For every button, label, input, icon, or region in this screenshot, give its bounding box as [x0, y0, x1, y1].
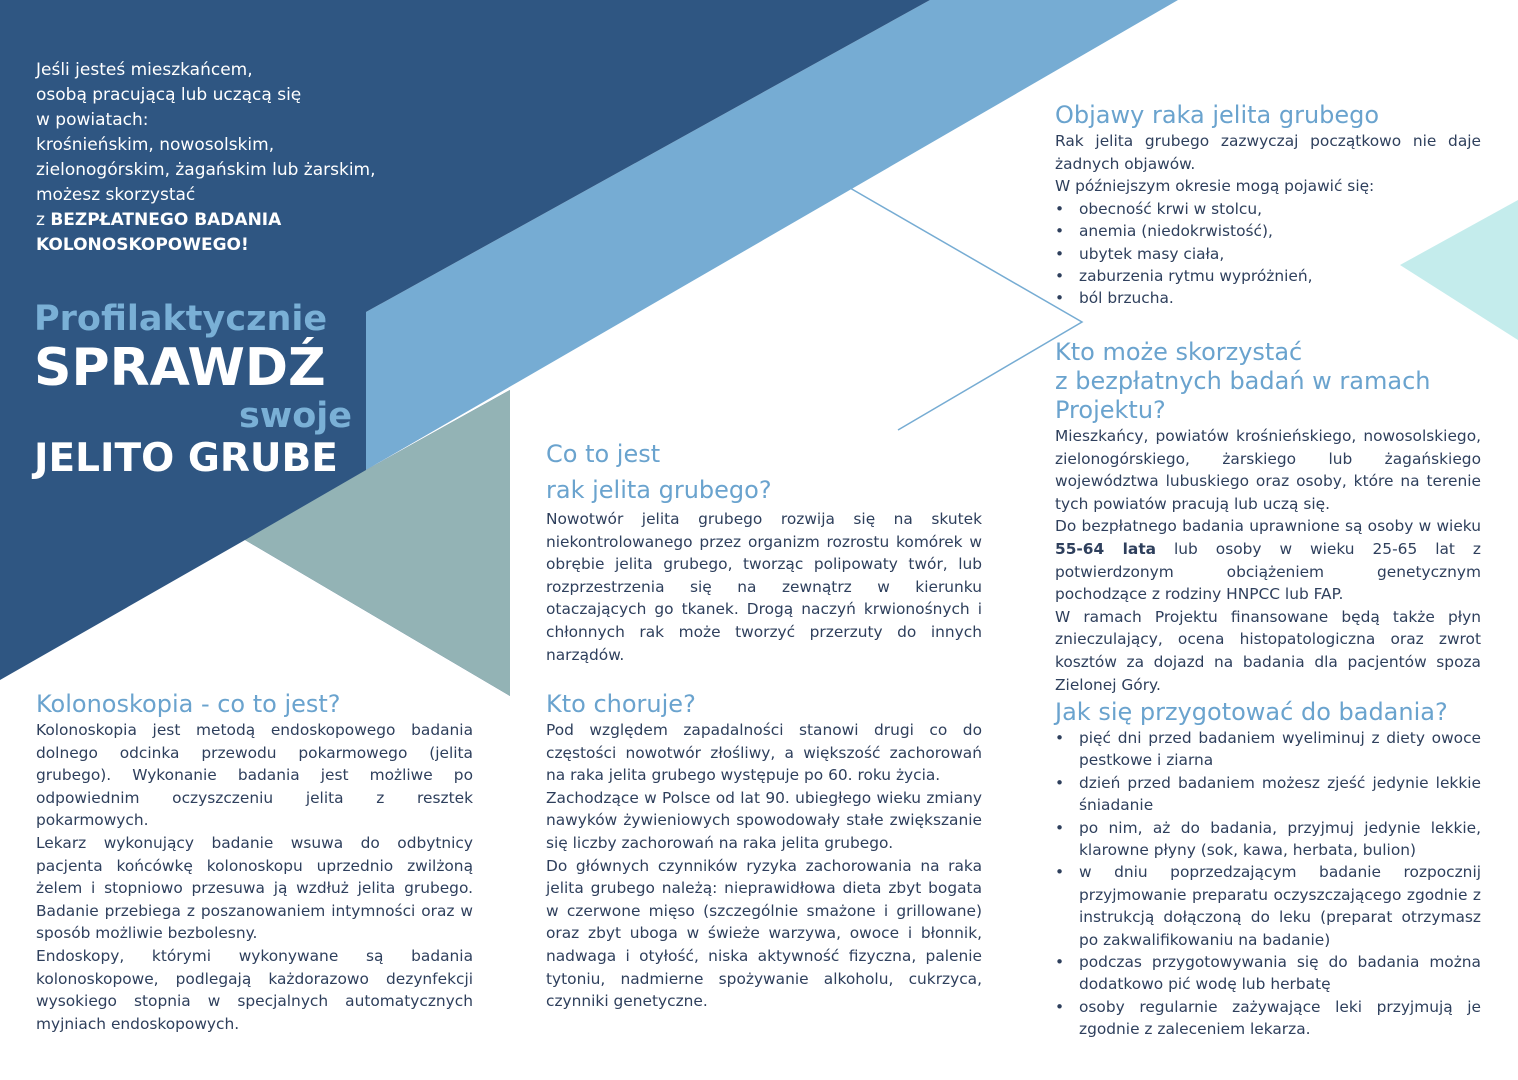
preparation-item: • po nim, aż do badania, przyjmuj jedynie lekkie, klarowne płyny (sok, kawa, herbata, bulion): [1055, 817, 1481, 862]
eligibility-paragraph: [1055, 515, 1481, 605]
preparation-list: [1055, 727, 1481, 1041]
symptoms-title: Objawy raka jelita grubego: [1055, 101, 1380, 129]
eligibility-title: [1055, 338, 1481, 425]
hero-line-swoje: swoje: [239, 396, 352, 436]
eligibility-section: [1055, 338, 1481, 696]
colonoscopy-paragraph: Kolonoskopia jest metodą endoskopowego badania dolnego odcinka przewodu pokarmowego (jelita grubego). Wykonanie badania jest możliwe po odpowiednim oczyszczeniu jelita z resztek pokarmowych.: [36, 721, 473, 830]
preparation-title: Jak się przygotować do badania?: [1055, 698, 1448, 726]
colonoscopy-title: Kolonoskopia - co to jest?: [36, 690, 341, 718]
intro-bold-text: BEZPŁATNEGO BADANIA: [50, 210, 282, 230]
what-is-title: [546, 436, 982, 508]
preparation-item: • w dniu poprzedzającym badanie rozpocznij przyjmowanie preparatu oczyszczającego zgodnie z instrukcją dołączoną do leku (preparat otrzymasz po zakwalifikowaniu na badanie): [1055, 861, 1481, 951]
what-is-title-line: rak jelita grubego?: [546, 476, 772, 504]
hero-line-jelito: JELITO GRUBE: [34, 436, 338, 481]
intro-bold-line: [36, 208, 436, 233]
intro-line: krośnieńskim, nowosolskim,: [36, 135, 275, 155]
who-sick-title: Kto choruje?: [546, 690, 696, 718]
symptom-item: • obecność krwi w stolcu,: [1055, 198, 1481, 220]
eligibility-title-line: z bezpłatnych badań w ramach: [1055, 367, 1431, 395]
intro-line: Jeśli jesteś mieszkańcem,: [36, 60, 253, 80]
symptom-item: • anemia (niedokrwistość),: [1055, 220, 1481, 242]
who-sick-paragraph: Do głównych czynników ryzyka zachorowania na raka jelita grubego należą: nieprawidłowa dieta zbyt bogata w czerwone mięso (szczególnie smażone i grillowane) oraz zbyt uboga w świeże warzywa, owoce i błonnik, nadwaga i otyłość, niska aktywność fizyczna, palenie tytoniu, nadmierne spożywanie alkoholu, cukrzyca, czynniki genetyczne.: [546, 856, 982, 1011]
symptoms-intro-line: Rak jelita grubego zazwyczaj początkowo nie daje żadnych objawów.: [1055, 132, 1481, 173]
what-is-section: [546, 436, 982, 666]
what-is-title-line: Co to jest: [546, 440, 661, 468]
symptoms-list: [1055, 198, 1481, 310]
symptoms-intro: [1055, 130, 1481, 198]
preparation-item: • pięć dni przed badaniem wyeliminuj z diety owoce pestkowe i ziarna: [1055, 727, 1481, 772]
intro-line: w powiatach:: [36, 110, 149, 130]
intro-text: [36, 58, 436, 258]
eligibility-paragraph: Mieszkańcy, powiatów krośnieńskiego, nowosolskiego, zielonogórskiego, żarskiego lub żagańskiego województwa lubuskiego oraz osoby, które na terenie tych powiatów pracują lub uczą się.: [1055, 427, 1481, 513]
who-sick-body: [546, 719, 982, 1013]
colonoscopy-body: [36, 719, 473, 1035]
eligibility-age-text: Do bezpłatnego badania uprawnione są osoby w wieku: [1055, 517, 1481, 536]
intro-bold-line: [36, 233, 436, 258]
eligibility-title-line: Kto może skorzystać: [1055, 338, 1303, 366]
who-sick-paragraph: Zachodzące w Polsce od lat 90. ubiegłego wieku zmiany nawyków żywieniowych spowodowały stałe zwiększanie się liczby zachorowań na raka jelita grubego.: [546, 788, 982, 852]
preparation-item: • podczas przygotowywania się do badania można dodatkowo pić wodę lub herbatę: [1055, 951, 1481, 996]
intro-bold-text: KOLONOSKOPOWEGO!: [36, 235, 249, 255]
symptom-item: • ból brzucha.: [1055, 287, 1481, 309]
intro-line: zielonogórskim, żagańskim lub żarskim,: [36, 160, 376, 180]
eligibility-body: [1055, 425, 1481, 696]
symptom-item: • ubytek masy ciała,: [1055, 243, 1481, 265]
eligibility-title-line: Projektu?: [1055, 396, 1166, 424]
preparation-section: [1055, 698, 1481, 1041]
intro-bold-prefix: z: [36, 210, 51, 230]
preparation-item: • dzień przed badaniem możesz zjeść jedynie lekkie śniadanie: [1055, 772, 1481, 817]
preparation-item: • osoby regularnie zażywające leki przyjmują je zgodnie z zaleceniem lekarza.: [1055, 996, 1481, 1041]
colonoscopy-paragraph: Lekarz wykonujący badanie wsuwa do odbytnicy pacjenta końcówkę kolonoskopu uprzednio zwilżoną żelem i stopniowo przesuwa ją wzdłuż jelita grubego. Badanie przebiega z poszanowaniem intymności oraz w sposób możliwie bezbolesny.: [36, 833, 473, 943]
who-sick-paragraph: Pod względem zapadalności stanowi drugi co do częstości nowotwór złośliwy, a większość zachorowań na raka jelita grubego występuje po 60. roku życia.: [546, 721, 982, 785]
symptom-item: • zaburzenia rytmu wypróżnień,: [1055, 265, 1481, 287]
eligibility-age-highlight: 55-64 lata: [1055, 539, 1157, 558]
eligibility-paragraph: W ramach Projektu finansowane będą także płyn znieczulający, ocena histopatologiczna oraz zwrot kosztów za dojazd na badania dla pacjentów spoza Zielonej Góry.: [1055, 607, 1481, 694]
what-is-body: Nowotwór jelita grubego rozwija się na skutek niekontrolowanego przez organizm rozrostu komórek w obrębie jelita grubego, tworząc polipowaty twór, lub rozprzestrzenia się na zewnątrz w kierunku otaczających go tkanek. Drogą naczyń krwionośnych i chłonnych rak może tworzyć przerzuty do innych narządów.: [546, 510, 982, 664]
who-sick-section: [546, 690, 982, 1013]
symptoms-intro-line: W późniejszym okresie mogą pojawić się:: [1055, 177, 1375, 196]
hero-headline: [34, 298, 352, 482]
colonoscopy-paragraph: Endoskopy, którymi wykonywane są badania kolonoskopowe, podlegają każdorazowo dezynfekcji wysokiego stopnia w specjalnych automatycznych myjniach endoskopowych.: [36, 946, 473, 1033]
hero-line-profilaktycznie: Profilaktycznie: [34, 299, 328, 339]
hero-line-sprawdz: SPRAWDŹ: [34, 338, 326, 398]
intro-line: możesz skorzystać: [36, 185, 196, 205]
intro-line: osobą pracującą lub uczącą się: [36, 85, 302, 105]
chevron-line: [850, 188, 1082, 430]
symptoms-section: [1055, 101, 1481, 310]
colonoscopy-section: [36, 690, 473, 1035]
eligibility-age-text: lub osoby w wieku 25-65 lat z potwierdzonym obciążeniem genetycznym pochodzące z rodziny HNPCC lub FAP.: [1055, 539, 1481, 604]
